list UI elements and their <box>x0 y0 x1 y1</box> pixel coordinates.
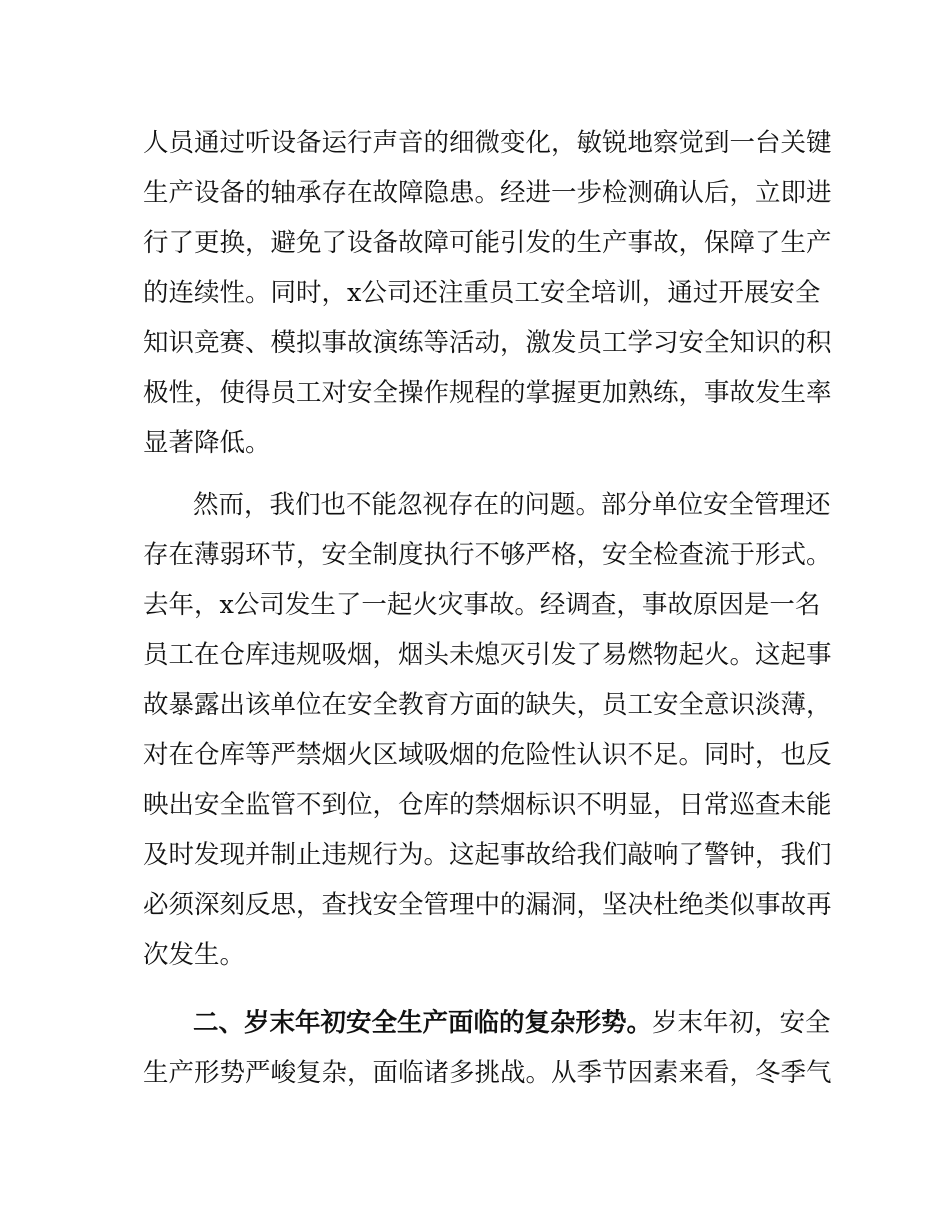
paragraph-2-line-7: 映出安全监管不到位，仓库的禁烟标识不明显，日常巡查未能 <box>143 790 832 820</box>
paragraph-2-line-2: 存在薄弱环节，安全制度执行不够严格，安全检查流于形式。 <box>143 540 832 570</box>
paragraph-2-line-9: 必须深刻反思，查找安全管理中的漏洞，坚决杜绝类似事故再 <box>143 890 832 920</box>
paragraph-2-line-8: 及时发现并制止违规行为。这起事故给我们敲响了警钟，我们 <box>143 840 832 870</box>
paragraph-1-line-7: 显著降低。 <box>143 428 271 458</box>
paragraph-2-line-3: 去年，x公司发生了一起火灾事故。经调查，事故原因是一名 <box>143 590 821 620</box>
paragraph-3-line-2: 生产形势严峻复杂，面临诸多挑战。从季节因素来看，冬季气 <box>143 1058 832 1088</box>
paragraph-2-line-6: 对在仓库等严禁烟火区域吸烟的危险性认识不足。同时，也反 <box>143 740 832 770</box>
paragraph-1-line-5: 知识竞赛、模拟事故演练等活动，激发员工学习安全知识的积 <box>143 328 832 358</box>
paragraph-1-line-4: 的连续性。同时，x公司还注重员工安全培训，通过开展安全 <box>143 278 821 308</box>
paragraph-2-line-5: 故暴露出该单位在安全教育方面的缺失，员工安全意识淡薄， <box>143 690 832 720</box>
section-heading: 二、岁末年初安全生产面临的复杂形势。 <box>193 1008 653 1038</box>
paragraph-3-line-1-text: 岁末年初，安全 <box>652 1008 831 1038</box>
paragraph-1-line-3: 行了更换，避免了设备故障可能引发的生产事故，保障了生产 <box>143 228 832 258</box>
paragraph-1-line-2: 生产设备的轴承存在故障隐患。经进一步检测确认后，立即进 <box>143 178 832 208</box>
paragraph-2-line-10: 次发生。 <box>143 940 246 970</box>
paragraph-1-line-6: 极性，使得员工对安全操作规程的掌握更加熟练，事故发生率 <box>143 378 832 408</box>
paragraph-3-line-1 <box>193 1003 831 1043</box>
paragraph-1-line-1: 人员通过听设备运行声音的细微变化，敏锐地察觉到一台关键 <box>143 128 832 158</box>
paragraph-2-line-4: 员工在仓库违规吸烟，烟头未熄灭引发了易燃物起火。这起事 <box>143 640 832 670</box>
paragraph-2-line-1: 然而，我们也不能忽视存在的问题。部分单位安全管理还 <box>193 490 831 520</box>
